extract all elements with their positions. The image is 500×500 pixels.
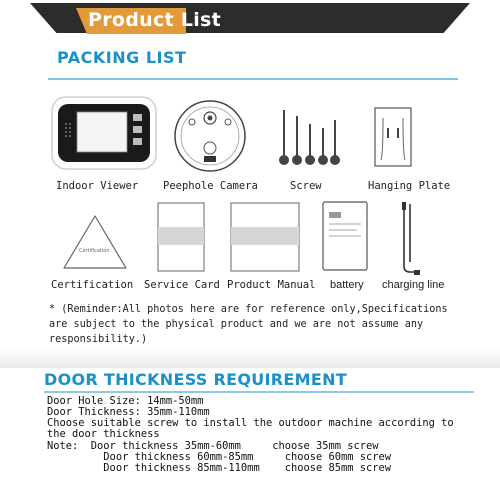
door-thickness-title: DOOR THICKNESS REQUIREMENT [44, 370, 347, 389]
reminder-text: * (Reminder:All photos here are for reference only,Specifications are subject to the physical product and we are not assume any responsibility.) [49, 304, 448, 345]
screw-image [274, 106, 344, 168]
peephole-camera-label: Peephole Camera [163, 180, 258, 192]
product-manual-label: Product Manual [227, 279, 316, 291]
certification-label: Certification [51, 279, 134, 291]
note-row-85mm: Door thickness 85mm-110mm choose 85mm screw [47, 462, 392, 474]
battery-label: battery [330, 279, 364, 291]
screw-label: Screw [290, 180, 322, 192]
note-row-35mm: Note: Door thickness 35mm-60mm choose 35mm screw [47, 440, 379, 452]
service-card-label: Service Card [144, 279, 220, 291]
battery-image [321, 200, 369, 272]
charging-line-image [396, 200, 426, 278]
packing-list-title: PACKING LIST [57, 48, 187, 67]
product-manual-image [229, 201, 301, 273]
door-thickness-line: Door Thickness: 35mm-110mm [47, 406, 210, 418]
section-band [0, 348, 500, 368]
page-title: Product List [88, 9, 222, 31]
certification-card-text: Certification [79, 248, 110, 254]
indoor-viewer-label: Indoor Viewer [56, 180, 139, 192]
door-thickness-note-line: the door thickness [47, 428, 160, 440]
hanging-plate-image [371, 104, 415, 170]
choose-screw-line: Choose suitable screw to install the outdoor machine according to [47, 417, 454, 429]
door-thickness-divider [44, 391, 474, 393]
certification-image [60, 212, 130, 272]
peephole-camera-image [170, 98, 250, 174]
charging-line-label: charging line [382, 279, 445, 291]
service-card-image [156, 201, 206, 273]
hanging-plate-label: Hanging Plate [368, 180, 451, 192]
door-hole-size-line: Door Hole Size: 14mm-50mm [47, 395, 204, 407]
indoor-viewer-image [49, 94, 159, 172]
note-row-60mm: Door thickness 60mm-85mm choose 60mm screw [47, 451, 392, 463]
packing-list-divider [48, 78, 458, 80]
